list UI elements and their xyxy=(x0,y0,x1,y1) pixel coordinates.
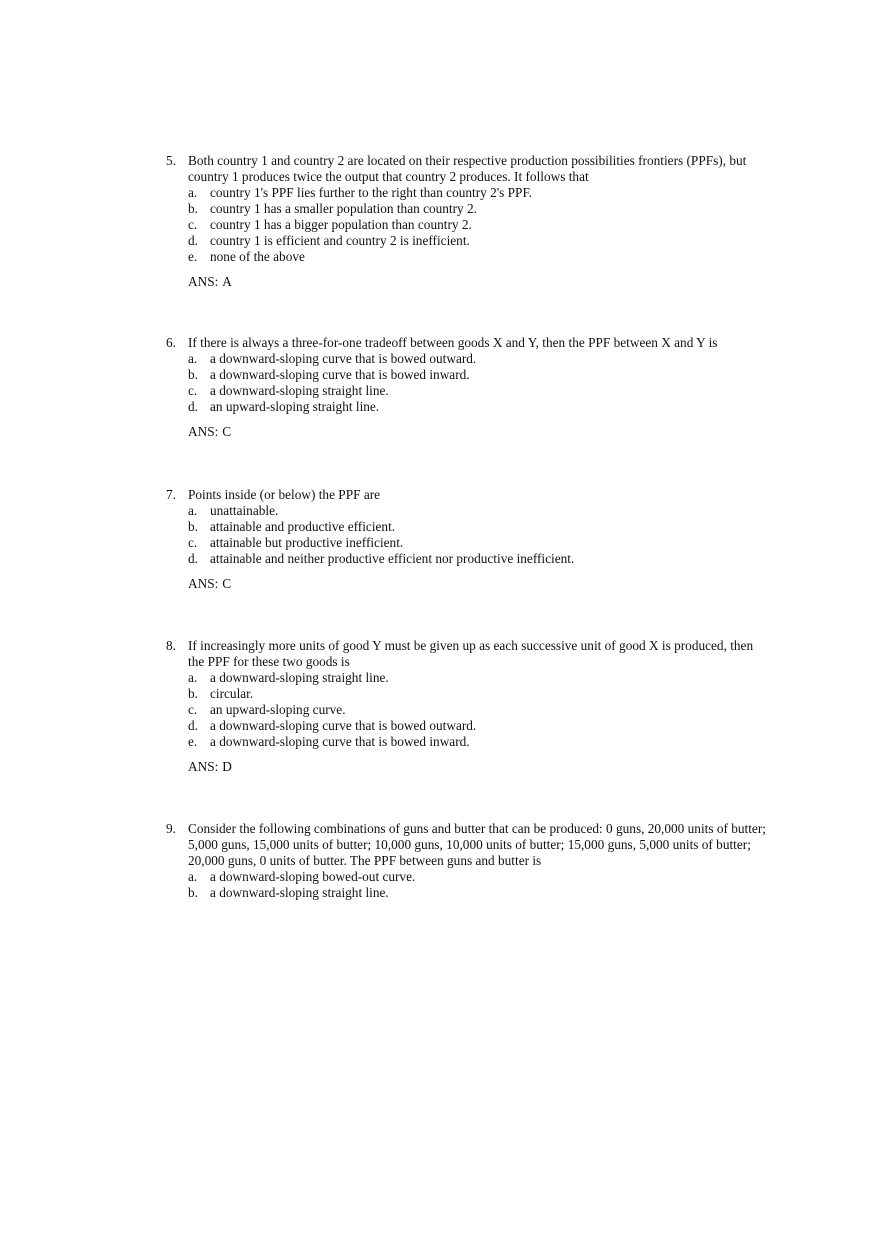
option-a xyxy=(188,185,766,201)
option-text: a downward-sloping straight line. xyxy=(210,885,389,900)
option-text: a downward-sloping curve that is bowed outward. xyxy=(210,351,477,366)
option-letter: c. xyxy=(188,383,198,398)
option-a xyxy=(188,503,766,519)
option-letter: b. xyxy=(188,201,198,216)
option-b xyxy=(188,519,766,535)
options-list xyxy=(188,869,766,901)
option-d xyxy=(188,551,766,567)
answer-label: ANS: xyxy=(188,424,219,439)
option-a xyxy=(188,351,766,367)
option-letter: a. xyxy=(188,869,198,884)
option-letter: a. xyxy=(188,503,198,518)
option-a xyxy=(188,670,766,686)
answer-label: ANS: xyxy=(188,759,219,774)
option-text: country 1 has a smaller population than country 2. xyxy=(210,201,477,216)
question-9 xyxy=(166,821,766,901)
option-text: unattainable. xyxy=(210,503,279,518)
question-7 xyxy=(166,487,766,592)
option-text: attainable and productive efficient. xyxy=(210,519,396,534)
question-number: 9. xyxy=(166,821,176,836)
options-list xyxy=(188,503,766,567)
answer-line xyxy=(188,576,766,592)
option-text: a downward-sloping curve that is bowed inward. xyxy=(210,734,470,749)
option-text: a downward-sloping straight line. xyxy=(210,383,389,398)
options-list xyxy=(188,351,766,415)
option-text: a downward-sloping curve that is bowed inward. xyxy=(210,367,470,382)
option-letter: c. xyxy=(188,217,198,232)
option-text: circular. xyxy=(210,686,254,701)
option-letter: a. xyxy=(188,351,198,366)
question-number: 7. xyxy=(166,487,176,502)
option-b xyxy=(188,885,766,901)
option-letter: d. xyxy=(188,233,198,248)
option-text: country 1 is efficient and country 2 is inefficient. xyxy=(210,233,470,248)
option-letter: b. xyxy=(188,885,198,900)
option-d xyxy=(188,399,766,415)
option-c xyxy=(188,535,766,551)
option-letter: e. xyxy=(188,734,198,749)
option-d xyxy=(188,718,766,734)
option-text: attainable and neither productive efficient nor productive inefficient. xyxy=(210,551,575,566)
answer-line xyxy=(188,424,766,440)
options-list xyxy=(188,185,766,265)
option-text: attainable but productive inefficient. xyxy=(210,535,404,550)
answer-line xyxy=(188,759,766,775)
question-5 xyxy=(166,153,766,290)
option-text: a downward-sloping straight line. xyxy=(210,670,389,685)
answer-label: ANS: xyxy=(188,576,219,591)
option-letter: b. xyxy=(188,519,198,534)
option-letter: d. xyxy=(188,551,198,566)
question-number: 8. xyxy=(166,638,176,653)
answer-value: D xyxy=(222,759,232,774)
option-text: a downward-sloping curve that is bowed outward. xyxy=(210,718,477,733)
option-text: an upward-sloping straight line. xyxy=(210,399,380,414)
option-letter: e. xyxy=(188,249,198,264)
answer-value: A xyxy=(222,274,232,289)
option-text: country 1 has a bigger population than country 2. xyxy=(210,217,472,232)
option-letter: c. xyxy=(188,702,198,717)
option-letter: b. xyxy=(188,686,198,701)
option-text: an upward-sloping curve. xyxy=(210,702,346,717)
option-b xyxy=(188,686,766,702)
answer-label: ANS: xyxy=(188,274,219,289)
option-letter: b. xyxy=(188,367,198,382)
option-letter: a. xyxy=(188,670,198,685)
answer-line xyxy=(188,274,766,290)
option-d xyxy=(188,233,766,249)
option-letter: d. xyxy=(188,399,198,414)
question-text: If there is always a three-for-one tradeoff between goods X and Y, then the PPF between X and Y is xyxy=(188,335,718,350)
option-c xyxy=(188,383,766,399)
options-list xyxy=(188,670,766,750)
answer-value: C xyxy=(222,424,232,439)
question-text: If increasingly more units of good Y must be given up as each successive unit of good X is produced, then the PPF for these two goods is xyxy=(188,638,754,669)
question-number: 5. xyxy=(166,153,176,168)
question-8 xyxy=(166,638,766,775)
question-number: 6. xyxy=(166,335,176,350)
option-e xyxy=(188,249,766,265)
option-a xyxy=(188,869,766,885)
answer-value: C xyxy=(222,576,232,591)
option-text: a downward-sloping bowed-out curve. xyxy=(210,869,416,884)
option-letter: c. xyxy=(188,535,198,550)
option-letter: a. xyxy=(188,185,198,200)
option-c xyxy=(188,702,766,718)
option-b xyxy=(188,201,766,217)
option-text: none of the above xyxy=(210,249,305,264)
option-b xyxy=(188,367,766,383)
question-6 xyxy=(166,335,766,440)
question-text: Both country 1 and country 2 are located on their respective production possibilities frontiers (PPFs), but country 1 produces twice the output that country 2 produces. It follows that xyxy=(188,153,747,184)
question-text: Points inside (or below) the PPF are xyxy=(188,487,381,502)
option-letter: d. xyxy=(188,718,198,733)
option-text: country 1's PPF lies further to the right than country 2's PPF. xyxy=(210,185,533,200)
question-text: Consider the following combinations of guns and butter that can be produced: 0 guns, 20,000 units of butter; 5,000 guns, 15,000 units of butter; 10,000 guns, 10,000 units of butter; 15,000 guns, 5,000 units of butter; 20,000 guns, 0 units of butter. The PPF between guns and butter is xyxy=(188,821,766,868)
option-c xyxy=(188,217,766,233)
option-e xyxy=(188,734,766,750)
